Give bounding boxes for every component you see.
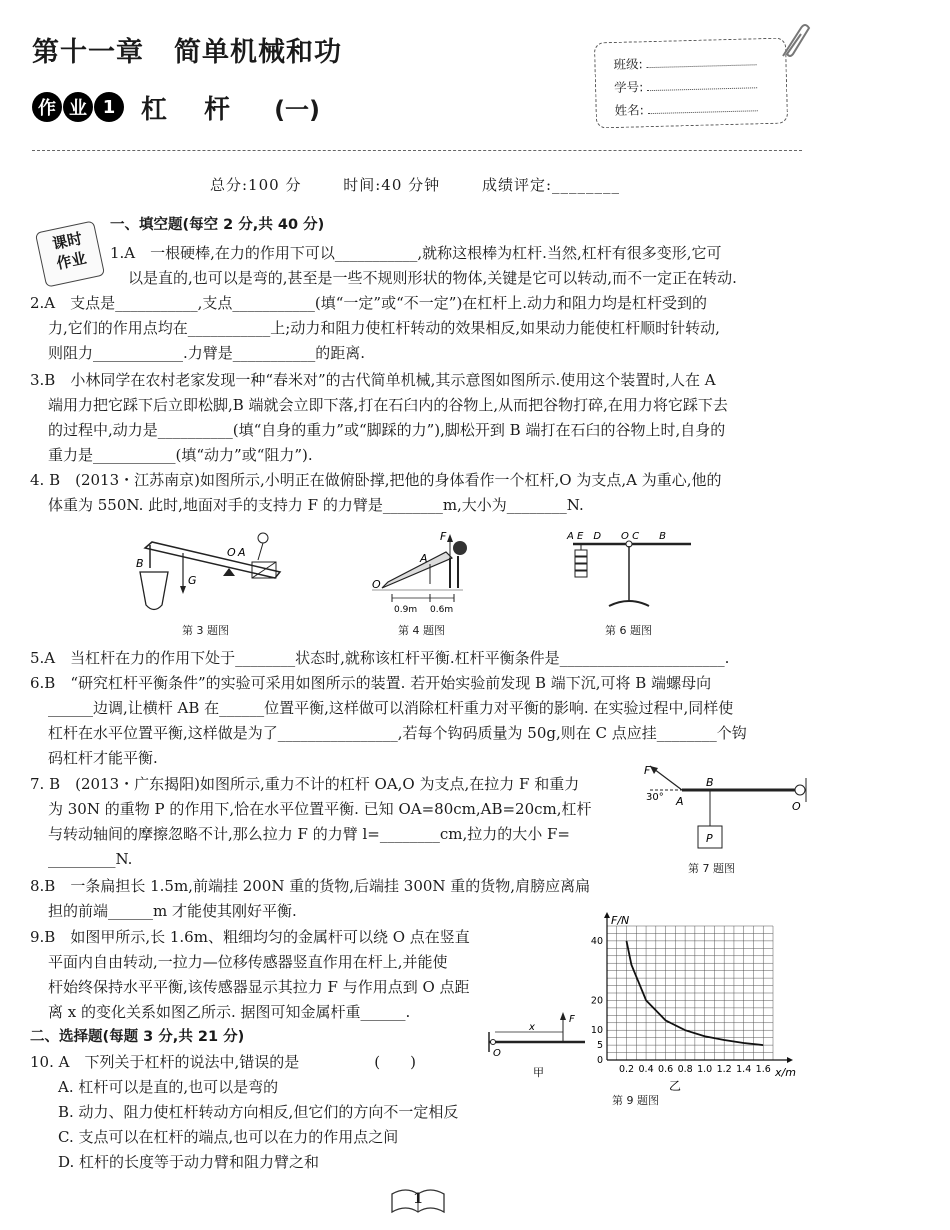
figure-9-jia — [485, 1010, 595, 1080]
question-line: 端用力把它踩下后立即松脚,B 端就会立即下落,打在石臼内的谷物上,从而把谷物打碎,在用力将它踩下去 — [48, 396, 728, 414]
section-multiple-choice: 二、选择题(每题 3 分,共 21 分) — [30, 1029, 245, 1045]
class-field: 班级: — [613, 51, 757, 73]
x-tick-label: 1.4 — [736, 1064, 752, 1075]
caption-fig9: 第 9 题图 — [612, 1094, 659, 1107]
x-axis-label: x/m — [775, 1066, 796, 1079]
caption-fig7: 第 7 题图 — [688, 862, 735, 875]
figure-6 — [565, 528, 705, 612]
section-fill-blank: 一、填空题(每空 2 分,共 40 分) — [110, 217, 325, 233]
figure-7 — [640, 760, 820, 860]
question-line: 1.A 一根硬棒,在力的作用下可以___________,就称这根棒为杠杆.当然,杠杆有很多变形,它可 — [110, 244, 722, 262]
x-tick-label: 0.6 — [658, 1064, 674, 1075]
fig4-label-o: O — [372, 578, 381, 591]
question-line: 体重为 550N. 此时,地面对手的支持力 F 的力臂是________m,大小为________N. — [48, 496, 584, 514]
fig3-label-b: B — [136, 557, 144, 570]
question-line: 10. A 下列关于杠杆的说法中,错误的是 ( ) — [30, 1053, 416, 1071]
chapter-number: 第十一章 — [32, 37, 144, 68]
question-line: 杆始终保持水平平衡,该传感器显示其拉力 F 与作用点到 O 点距 — [48, 978, 470, 996]
y-axis-arrow — [604, 912, 610, 918]
caption-fig6: 第 6 题图 — [605, 624, 652, 637]
chart-grid — [607, 926, 773, 1060]
exam-summary — [0, 174, 830, 195]
question-line: 7. B (2013・广东揭阳)如图所示,重力不计的杠杆 OA,O 为支点,在拉力 F 和重力 — [30, 775, 580, 793]
badge-char: 1 — [94, 92, 124, 122]
fig3-label-g: G — [188, 574, 197, 587]
question-line: 2.A 支点是___________,支点___________(填“一定”或“不一定”)在杠杆上.动力和阻力均是杠杆受到的 — [30, 294, 708, 312]
x-tick-label: 0.8 — [677, 1064, 693, 1075]
y-axis-label: F/N — [611, 914, 630, 927]
question-line: 重力是___________(填“动力”或“阻力”). — [48, 446, 313, 464]
question-line: 码杠杆才能平衡. — [48, 749, 158, 767]
fig9-label-o: O — [493, 1048, 501, 1059]
question-line: 8.B 一条扁担长 1.5m,前端挂 200N 重的货物,后端挂 300N 重的货物,肩膀应离扁 — [30, 877, 591, 895]
question-line: 9.B 如图甲所示,长 1.6m、粗细均匀的金属杆可以绕 O 点在竖直 — [30, 928, 470, 946]
grade-field: 成绩评定:________ — [481, 176, 620, 194]
y-tick-label: 40 — [590, 935, 603, 947]
homework-title-row — [32, 90, 320, 124]
badge-char: 作 — [32, 92, 62, 122]
question-line: 与转动轴间的摩擦忽略不计,那么拉力 F 的力臂 l=________cm,拉力的大小 F= — [48, 825, 570, 843]
question-line: 3.B 小林同学在农村老家发现一种“春米对”的古代简单机械,其示意图如图所示.使用这个装置时,人在 A — [30, 371, 716, 389]
question-line: 平面内自由转动,一拉力—位移传感器竖直作用在杆上,并能使 — [48, 953, 448, 971]
y-tick-label: 0 — [596, 1055, 603, 1066]
x-axis-arrow — [787, 1057, 793, 1063]
fig7-label-angle: 30° — [646, 792, 664, 803]
question-line: 为 30N 的重物 P 的作用下,恰在水平位置平衡. 已知 OA=80cm,AB=20cm,杠杆 — [48, 800, 592, 818]
question-line: ______边调,让横杆 AB 在______位置平衡,这样做可以消除杠杆重力对平衡的影响. 在实验过程中,同样使 — [48, 699, 734, 717]
page-number-badge — [388, 1186, 448, 1216]
x-tick-label: 0.2 — [618, 1064, 635, 1075]
question-line: _________N. — [48, 850, 133, 868]
caption-fig4: 第 4 题图 — [398, 624, 445, 637]
question-line: 担的前端______m 才能使其刚好平衡. — [48, 902, 297, 920]
lesson-homework-tag: 课时 作业 — [35, 220, 105, 287]
x-tick-label: 1.0 — [697, 1064, 713, 1075]
fig7-label-o: O — [792, 800, 801, 813]
question-line: 5.A 当杠杆在力的作用下处于________状态时,就称该杠杆平衡.杠杆平衡条件是______________________. — [30, 649, 730, 667]
figure-4 — [368, 530, 478, 615]
total-score: 总分:100 分 — [210, 176, 302, 194]
time-limit: 时间:40 分钟 — [343, 176, 441, 194]
choice-option: A. 杠杆可以是直的,也可以是弯的 — [58, 1078, 279, 1096]
y-tick-label: 10 — [590, 1025, 603, 1037]
fig7-label-p: P — [706, 832, 713, 845]
page-number: 1 — [413, 1191, 423, 1207]
fig4-label-f: F — [440, 530, 447, 543]
chapter-name: 简单机械和功 — [174, 37, 342, 68]
homework-title: 杠 杆 — [141, 94, 245, 125]
fig4-label-d1: 0.9m — [394, 605, 418, 615]
fig7-label-f: F — [644, 764, 651, 777]
badge-char: 业 — [63, 92, 93, 122]
fig9-label-f: F — [569, 1014, 575, 1025]
question-line: 以是直的,也可以是弯的,甚至是一些不规则形状的物体,关键是它可以转动,而不一定正在转动. — [128, 269, 737, 287]
question-line: 6.B “研究杠杆平衡条件”的实验可采用如图所示的装置. 若开始实验前发现 B 端下沉,可将 B 端螺母向 — [30, 674, 712, 692]
homework-badge — [32, 92, 125, 122]
question-line: 则阻力____________.力臂是___________的距离. — [48, 344, 366, 362]
homework-subtitle: (一) — [274, 95, 320, 124]
fig9-label-x: x — [529, 1022, 535, 1033]
caption-fig3: 第 3 题图 — [182, 624, 229, 637]
fig3-label-a: A — [238, 546, 246, 559]
fig9-label-jia: 甲 — [533, 1066, 544, 1079]
student-info-card — [594, 38, 788, 129]
question-line: 杠杆在水平位置平衡,这样做是为了________________,若每个钩码质量为 50g,则在 C 点应挂________个钩 — [48, 724, 747, 742]
fig4-label-a: A — [420, 552, 428, 565]
x-tick-label: 1.6 — [755, 1064, 771, 1075]
x-tick-label: 0.4 — [638, 1064, 654, 1075]
fig9-label-yi: 乙 — [669, 1079, 682, 1092]
fig7-label-a: A — [676, 795, 684, 808]
fig4-label-d2: 0.6m — [430, 605, 454, 615]
choice-option: B. 动力、阻力使杠杆转动方向相反,但它们的方向不一定相反 — [58, 1103, 459, 1121]
question-line: 离 x 的变化关系如图乙所示. 据图可知金属杆重______. — [48, 1003, 411, 1021]
student-id-field: 学号: — [614, 74, 758, 96]
figure-9-chart — [585, 912, 805, 1092]
choice-option: D. 杠杆的长度等于动力臂和阻力臂之和 — [58, 1153, 320, 1171]
y-tick-label: 5 — [596, 1040, 603, 1052]
y-tick-label: 20 — [590, 995, 603, 1007]
x-tick-label: 1.2 — [716, 1064, 732, 1075]
chapter-title — [32, 30, 342, 69]
fig3-label-o: O — [227, 546, 236, 559]
header-divider — [32, 150, 802, 151]
fig6-point-labels: A E D O C B — [567, 531, 666, 542]
chart-axes — [604, 912, 796, 1079]
fig7-label-b: B — [706, 776, 714, 789]
question-line: 的过程中,动力是__________(填“自身的重力”或“脚踩的力”),脚松开到 B 端打在石臼的谷物上时,自身的 — [48, 421, 726, 439]
paperclip-icon — [775, 22, 815, 62]
question-line: 4. B (2013・江苏南京)如图所示,小明正在做俯卧撑,把他的身体看作一个杠杆,O 为支点,A 为重心,他的 — [30, 471, 722, 489]
name-field: 姓名: — [614, 97, 758, 119]
choice-option: C. 支点可以在杠杆的端点,也可以在力的作用点之间 — [58, 1128, 399, 1146]
question-line: 力,它们的作用点均在___________上;动力和阻力使杠杆转动的效果相反,如果动力能使杠杆顺时针转动, — [48, 319, 720, 337]
